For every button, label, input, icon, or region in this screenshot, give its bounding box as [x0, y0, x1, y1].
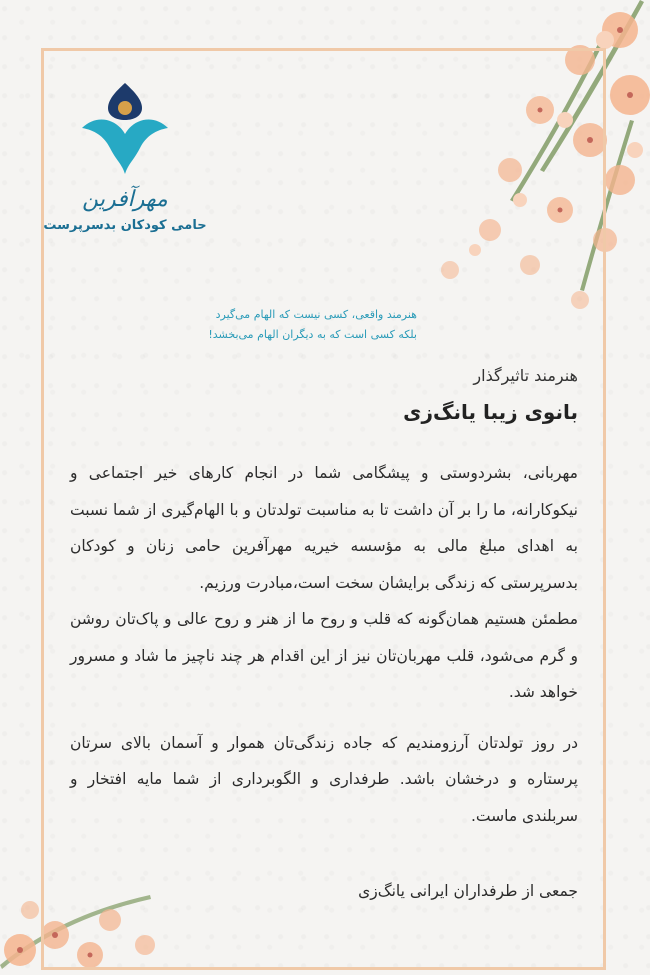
organization-caption: حامی کودکان بدسرپرست [43, 218, 207, 233]
letter-subtitle: هنرمند تاثیرگذار [473, 366, 578, 385]
organization-logo [60, 78, 190, 218]
letter-recipient-name: بانوی زیبا یانگ‌زی [403, 400, 578, 424]
letter-body [70, 455, 578, 834]
letter-paragraph-1: مهربانی، بشردوستی و پیشگامی شما در انجام کارهای خیر اجتماعی و نیکوکارانه، ما را بر آن داشت تا به مناسبت تولدتان و با الهام‌گیری از شما نسبت به اهدای مبلغ مالی به مؤسسه خیریه مهرآفرین حامی زنان و کودکان بدسرپرستی که زندگی برایشان سخت است،مبادرت ورزیم. [70, 464, 578, 592]
quote-line-2: بلکه کسی است که به دیگران الهام می‌بخشد! [208, 328, 417, 341]
logo-script-text: مهرآفرین [82, 187, 168, 212]
letter-paragraph-3: در روز تولدتان آرزومندیم که جاده زندگی‌تان هموار و آسمان بالای سرتان پرستاره و درخشان باشد. طرفداری و الگوبرداری از شما مایه افتخار و سربلندی ماست. [70, 733, 578, 825]
letter-paragraph-2: مطمئن هستیم همان‌گونه که قلب و روح ما از هنر و روح عالی و پاک‌تان روشن و گرم می‌شود، قلب مهربان‌تان نیز از این اقدام هر چند ناچیز ما شاد و مسرور خواهد شد. [70, 610, 578, 701]
quote-line-1: هنرمند واقعی، کسی نیست که الهام می‌گیرد [215, 308, 417, 321]
letter-signature: جمعی از طرفداران ایرانی یانگ‌زی [358, 882, 578, 900]
inspirational-quote [157, 305, 417, 345]
